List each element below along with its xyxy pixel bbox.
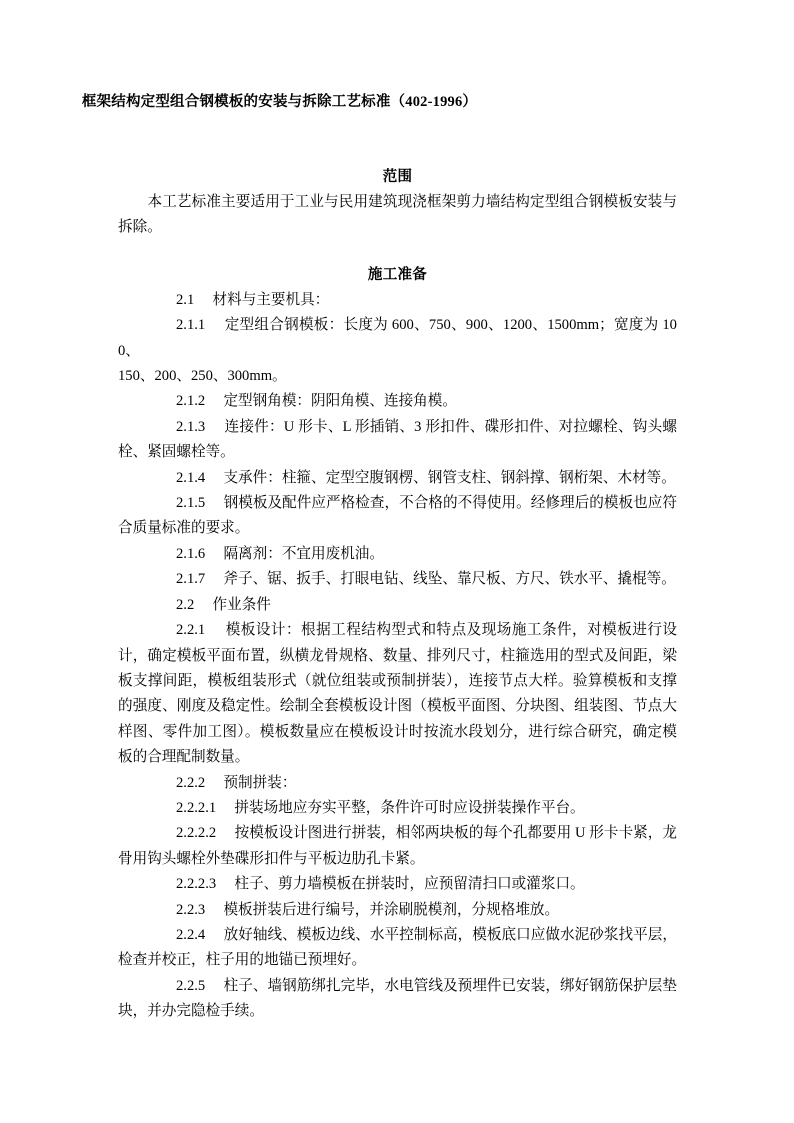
clause-text-2-1-1: 定型组合钢模板：长度为 600、750、900、1200、1500mm；宽度为 100、	[118, 317, 677, 359]
clause-number-2-1-6: 2.1.6	[176, 545, 206, 562]
clause-number-2-2-3: 2.2.3	[176, 901, 206, 918]
clause-text-2-2-1: 模板设计：根据工程结构型式和特点及现场施工条件，对模板进行设计，确定模板平面布置，纵横龙骨规格、数量、排列尺寸，柱箍选用的型式及间距，梁板支撑间距，模板组装形式（就位组装或预制拼装），连接节点大样。验算模板和支撑的强度、刚度及稳定性。绘制全套模板设计图（模板平面图、分块图、组装图、节点大样图、零件加工图）。模板数量应在模板设计时按流水段划分，进行综合研究，确定模板的合理配制数量。	[118, 622, 677, 766]
clause-text-2-1-7: 斧子、锯、扳手、打眼电钻、线坠、靠尺板、方尺、铁水平、撬棍等。	[223, 571, 676, 588]
clause-2-2-2-1	[118, 796, 677, 821]
clause-number-2-2-2-1: 2.2.2.1	[176, 799, 217, 816]
section-spacer	[118, 241, 677, 263]
clause-text-2-2-2-3: 柱子、剪力墙模板在拼装时，应预留清扫口或灌浆口。	[234, 876, 585, 893]
clause-2-2-2	[118, 771, 677, 796]
clause-text-2-2-3: 模板拼装后进行编号，并涂刷脱模剂，分规格堆放。	[223, 901, 560, 918]
clause-number-2-1-7: 2.1.7	[176, 571, 206, 588]
clause-text-2-2-2: 预制拼装：	[223, 774, 297, 791]
clause-text-2-1: 材料与主要机具：	[212, 291, 330, 308]
clause-2-1-5	[118, 491, 677, 542]
clause-2-1-1-continued	[118, 364, 677, 389]
clause-text-2-2: 作业条件	[212, 596, 271, 613]
clause-number-2-2: 2.2	[176, 596, 195, 613]
clause-number-2-2-2: 2.2.2	[176, 774, 206, 791]
section-heading-preparation: 施工准备	[367, 266, 428, 283]
clause-2-2	[118, 593, 677, 618]
clause-2-1-1	[118, 313, 677, 364]
clause-2-2-3	[118, 898, 677, 923]
clause-text-2-2-5: 柱子、墙钢筋绑扎完毕，水电管线及预埋件已安装，绑好钢筋保护层垫块，并办完隐检手续。	[118, 977, 677, 1020]
clause-text-2-1-4: 支承件：柱箍、定型空腹钢楞、钢管支柱、钢斜撑、钢桁架、木材等。	[223, 469, 676, 486]
document-body	[118, 165, 677, 1025]
clause-number-2-1-1: 2.1.1	[176, 317, 206, 334]
clause-text-2-1-1-cont: 150、200、250、300mm。	[118, 368, 287, 385]
clause-text-2-1-6: 隔离剂：不宜用废机油。	[223, 545, 384, 562]
clause-2-1-4	[118, 466, 677, 491]
clause-2-1-3	[118, 415, 677, 466]
clause-number-2-1-2: 2.1.2	[176, 393, 206, 410]
clause-text-2-2-2-1: 拼装场地应夯实平整，条件许可时应设拼装操作平台。	[234, 799, 585, 816]
clause-2-2-5	[118, 974, 677, 1025]
clause-2-1	[118, 288, 677, 313]
paragraph-scope-body: 本工艺标准主要适用于工业与民用建筑现浇框架剪力墙结构定型组合钢模板安装与拆除。	[118, 194, 677, 236]
page-title: 框架结构定型组合钢模板的安装与拆除工艺标准（402-1996）	[81, 94, 478, 110]
clause-2-1-6	[118, 542, 677, 567]
clause-text-2-1-3: 连接件：U 形卡、L 形插销、3 形扣件、碟形扣件、对拉螺栓、钩头螺栓、紧固螺栓等。	[118, 418, 677, 461]
clause-number-2-2-2-3: 2.2.2.3	[176, 876, 217, 893]
clause-text-2-2-4: 放好轴线、模板边线、水平控制标高，模板底口应做水泥砂浆找平层，检查并校正，柱子用的地锚已预埋好。	[118, 926, 677, 969]
clause-2-2-4	[118, 923, 677, 974]
clause-2-2-2-3	[118, 872, 677, 897]
section-heading-scope: 范围	[382, 169, 413, 185]
clause-number-2-1: 2.1	[176, 291, 195, 308]
clause-2-1-7	[118, 567, 677, 592]
clause-number-2-1-3: 2.1.3	[176, 418, 206, 435]
clause-number-2-2-5: 2.2.5	[176, 977, 206, 994]
clause-number-2-2-2-2: 2.2.2.2	[176, 825, 217, 842]
clause-number-2-1-4: 2.1.4	[176, 469, 206, 486]
clause-number-2-2-1: 2.2.1	[176, 622, 206, 639]
clause-2-2-1	[118, 618, 677, 770]
clause-number-2-1-5: 2.1.5	[176, 495, 206, 512]
clause-2-1-2	[118, 389, 677, 414]
clause-number-2-2-4: 2.2.4	[176, 926, 206, 943]
clause-text-2-2-2-2: 按模板设计图进行拼装，相邻两块板的每个孔都要用 U 形卡卡紧，龙骨用钩头螺栓外垫碟形扣件与平板边肋孔卡紧。	[118, 825, 677, 867]
clause-text-2-1-2: 定型钢角模：阴阳角模、连接角模。	[223, 393, 457, 410]
clause-2-2-2-2	[118, 821, 677, 872]
clause-text-2-1-5: 钢模板及配件应严格检查，不合格的不得使用。经修理后的模板也应符合质量标准的要求。	[118, 495, 677, 537]
